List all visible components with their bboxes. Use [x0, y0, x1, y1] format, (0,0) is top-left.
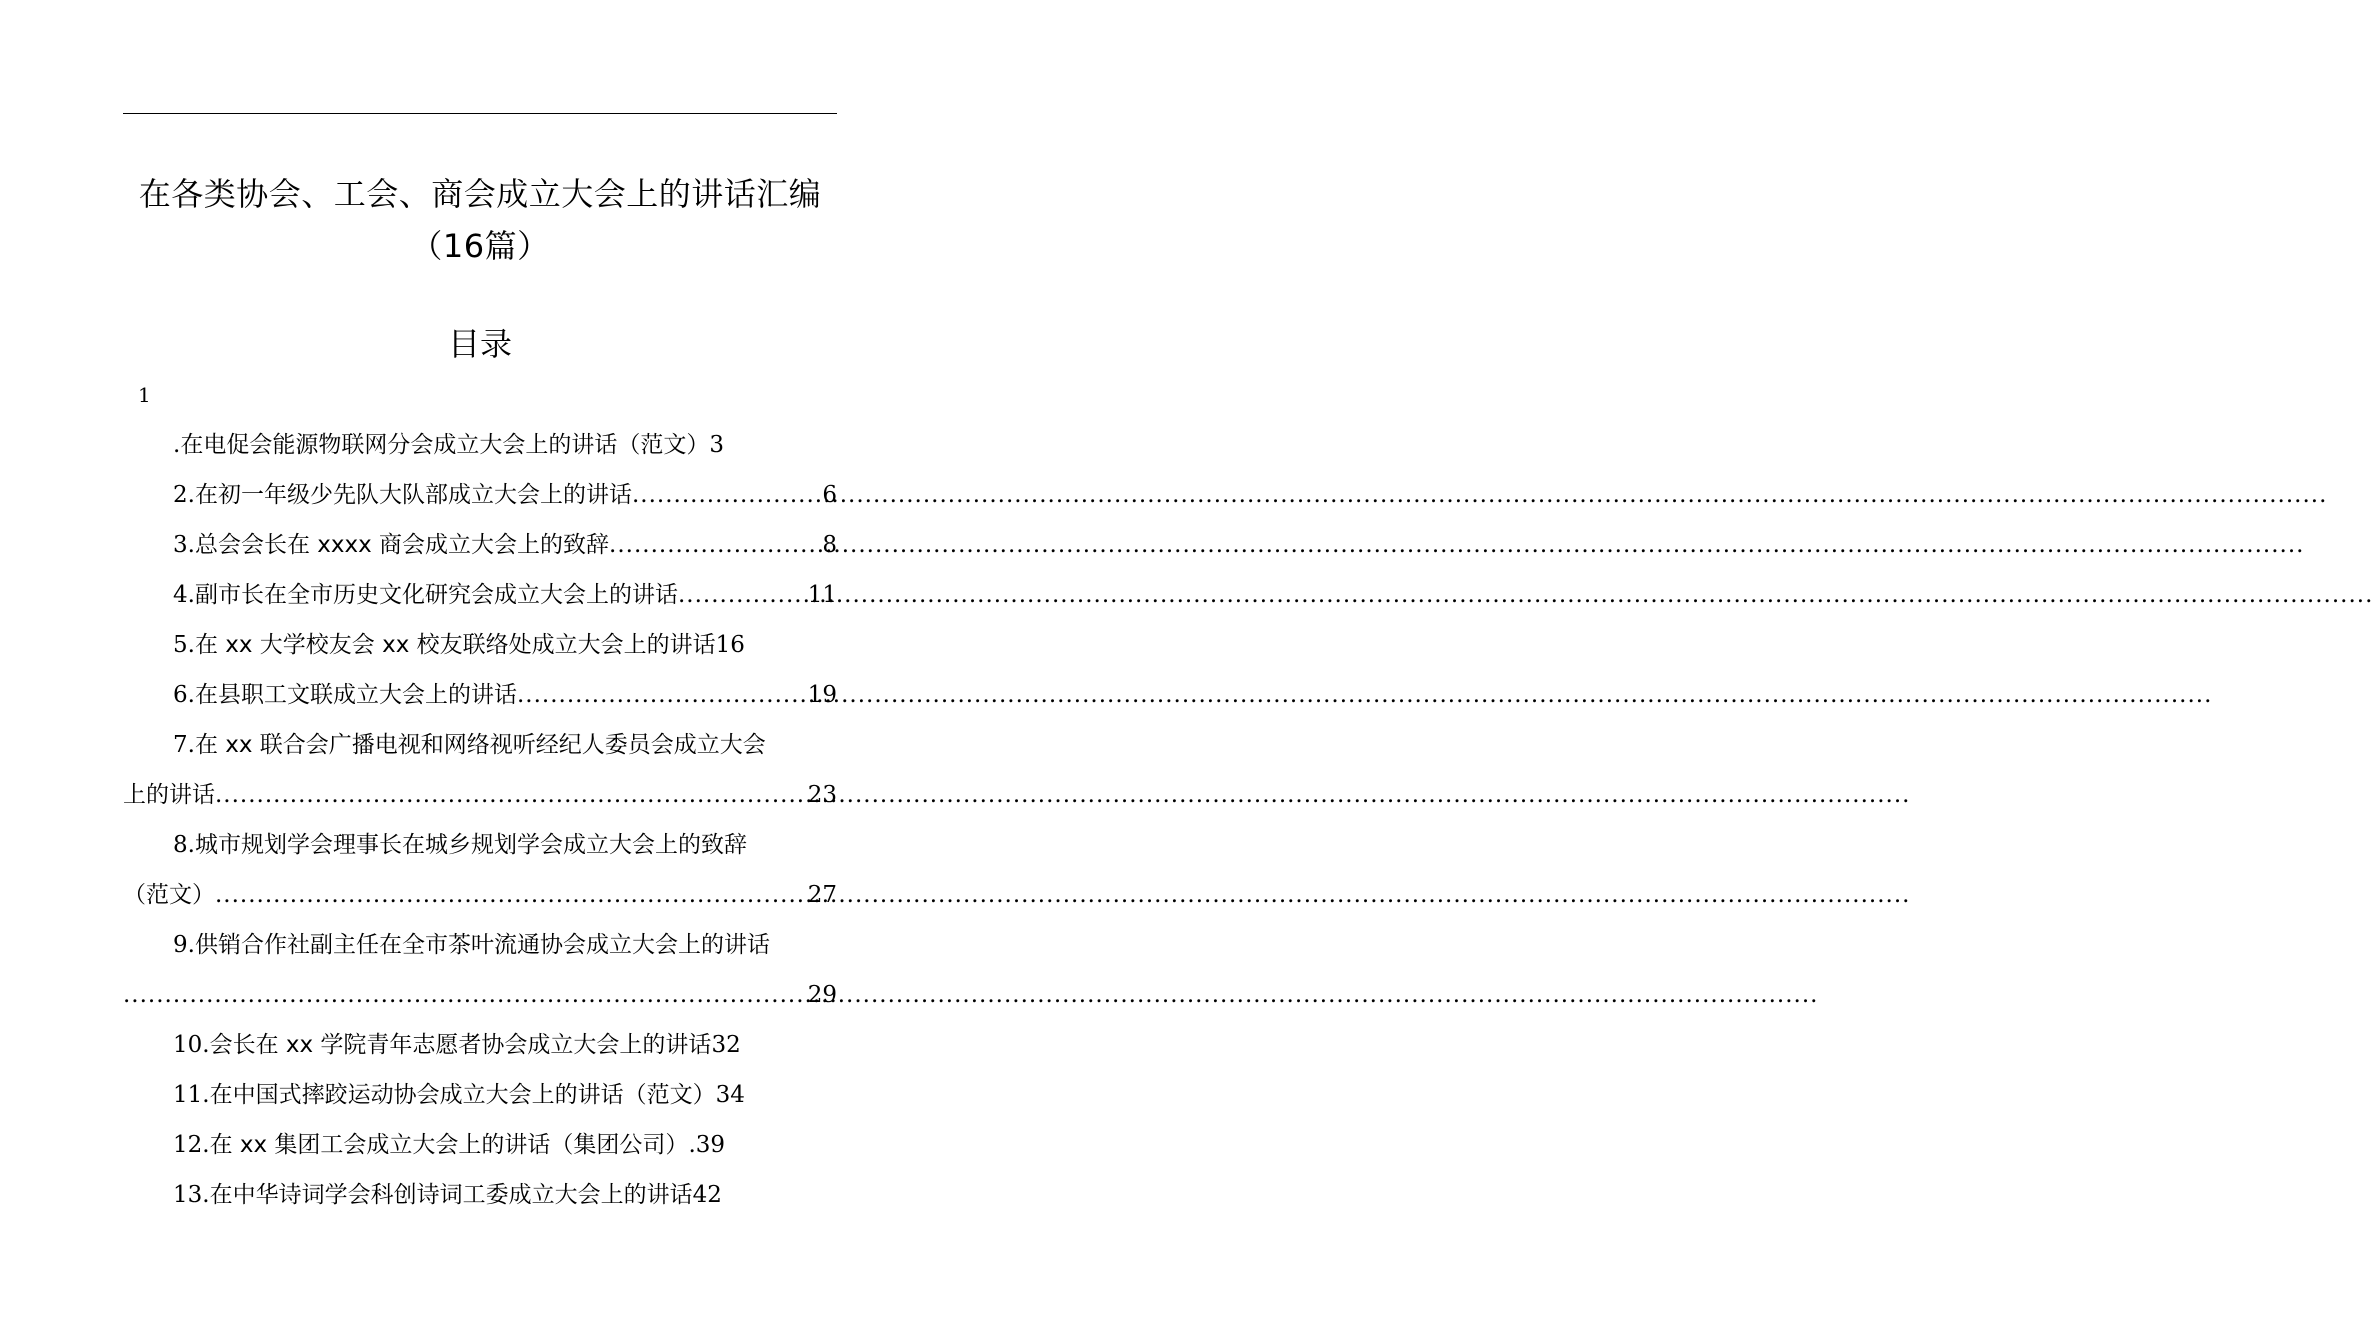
toc-entry-10[interactable] [123, 1020, 837, 1070]
toc-entry-title: 在 xx 大学校友会 xx 校友联络处成立大会上的讲话 [194, 632, 716, 658]
toc-entry-number: 9. [173, 932, 195, 958]
toc-entry-7[interactable] [123, 720, 837, 820]
toc-entry-title: 城市规划学会理事长在城乡规划学会成立大会上的致辞 [194, 832, 747, 858]
toc-entry-title: 在中国式摔跤运动协会成立大会上的讲话（范文） [209, 1082, 716, 1108]
toc-entry-5[interactable] [123, 620, 837, 670]
toc-list [123, 420, 837, 1220]
toc-entry-number: 5. [173, 632, 195, 658]
toc-entry-2[interactable] [123, 470, 837, 520]
toc-entry-page: 16 [715, 632, 745, 658]
toc-entry-8[interactable] [123, 820, 837, 920]
toc-entry-title: 总会会长在 xxxx 商会成立大会上的致辞 [194, 532, 610, 558]
dot-leader [517, 670, 808, 720]
toc-heading: 目录 [447, 325, 512, 363]
toc-entry-number: 3. [173, 532, 195, 558]
toc-entry-page: 3 [709, 432, 724, 458]
toc-entry-page: 39 [695, 1132, 726, 1158]
toc-entry-4[interactable] [123, 570, 837, 620]
toc-entry-number: 12. [173, 1132, 210, 1158]
toc-entry-page: 8 [822, 532, 837, 558]
toc-entry-number: . [173, 432, 181, 458]
toc-entry-page: 19 [807, 682, 837, 708]
toc-entry-page: 23 [807, 782, 837, 808]
toc-entry-title: 在县职工文联成立大会上的讲话 [194, 682, 517, 708]
toc-entry-title: 在中华诗词学会科创诗词工委成立大会上的讲话 [209, 1182, 693, 1208]
toc-entry-page: 34 [715, 1082, 745, 1108]
toc-entry-number: 7. [173, 732, 195, 758]
toc-entry-page: 32 [711, 1032, 741, 1058]
dot-leader [678, 570, 808, 620]
toc-entry-title: 在 xx 集团工会成立大会上的讲话（集团公司） [209, 1132, 689, 1158]
toc-entry-1[interactable] [123, 420, 837, 470]
toc-entry-title: 供销合作社副主任在全市茶叶流通协会成立大会上的讲话 [194, 932, 770, 958]
toc-entry-number: 13. [173, 1182, 210, 1208]
dot-leader [215, 870, 808, 920]
dot-leader [123, 970, 808, 1020]
toc-entry-number: 10. [173, 1032, 210, 1058]
toc-entry-page: 42 [692, 1182, 722, 1208]
toc-entry-page: 11 [807, 582, 837, 608]
toc-entry-13[interactable] [123, 1170, 837, 1220]
toc-entry-number: 11. [173, 1082, 210, 1108]
toc-entry-title: 在初一年级少先队大队部成立大会上的讲话 [194, 482, 632, 508]
toc-entry-title: 会长在 xx 学院青年志愿者协会成立大会上的讲话 [209, 1032, 712, 1058]
toc-entry-title: 在 xx 联合会广播电视和网络视听经纪人委员会成立大会 [194, 732, 766, 758]
toc-entry-title-continued: 上的讲话 [123, 782, 215, 808]
toc-entry-title-continued: （范文） [123, 882, 215, 908]
toc-entry-title: 副市长在全市历史文化研究会成立大会上的讲话 [194, 582, 678, 608]
toc-entry-title: 在电促会能源物联网分会成立大会上的讲话（范文） [180, 432, 710, 458]
dot-leader [609, 520, 822, 570]
toc-entry-6[interactable] [123, 670, 837, 720]
document-title: 在各类协会、工会、商会成立大会上的讲话汇编（16篇） [138, 175, 822, 265]
toc-entry-3[interactable] [123, 520, 837, 570]
dot-leader [215, 770, 808, 820]
toc-entry-number: 6. [173, 682, 195, 708]
toc-entry-page: 27 [807, 882, 837, 908]
toc-entry-number: 8. [173, 832, 195, 858]
dot-leader [632, 470, 822, 520]
toc-entry-11[interactable] [123, 1070, 837, 1120]
toc-entry-number: 4. [173, 582, 195, 608]
toc-entry-page: 6 [822, 482, 837, 508]
toc-entry-9[interactable] [123, 920, 837, 1020]
toc-entry-page: 29 [807, 982, 837, 1008]
toc-entry-12[interactable] [123, 1120, 837, 1170]
header-rule [123, 113, 837, 114]
dot-leader-short: . [688, 1132, 696, 1158]
toc-entry-number: 2. [173, 482, 195, 508]
page-marker: 1 [138, 383, 151, 407]
